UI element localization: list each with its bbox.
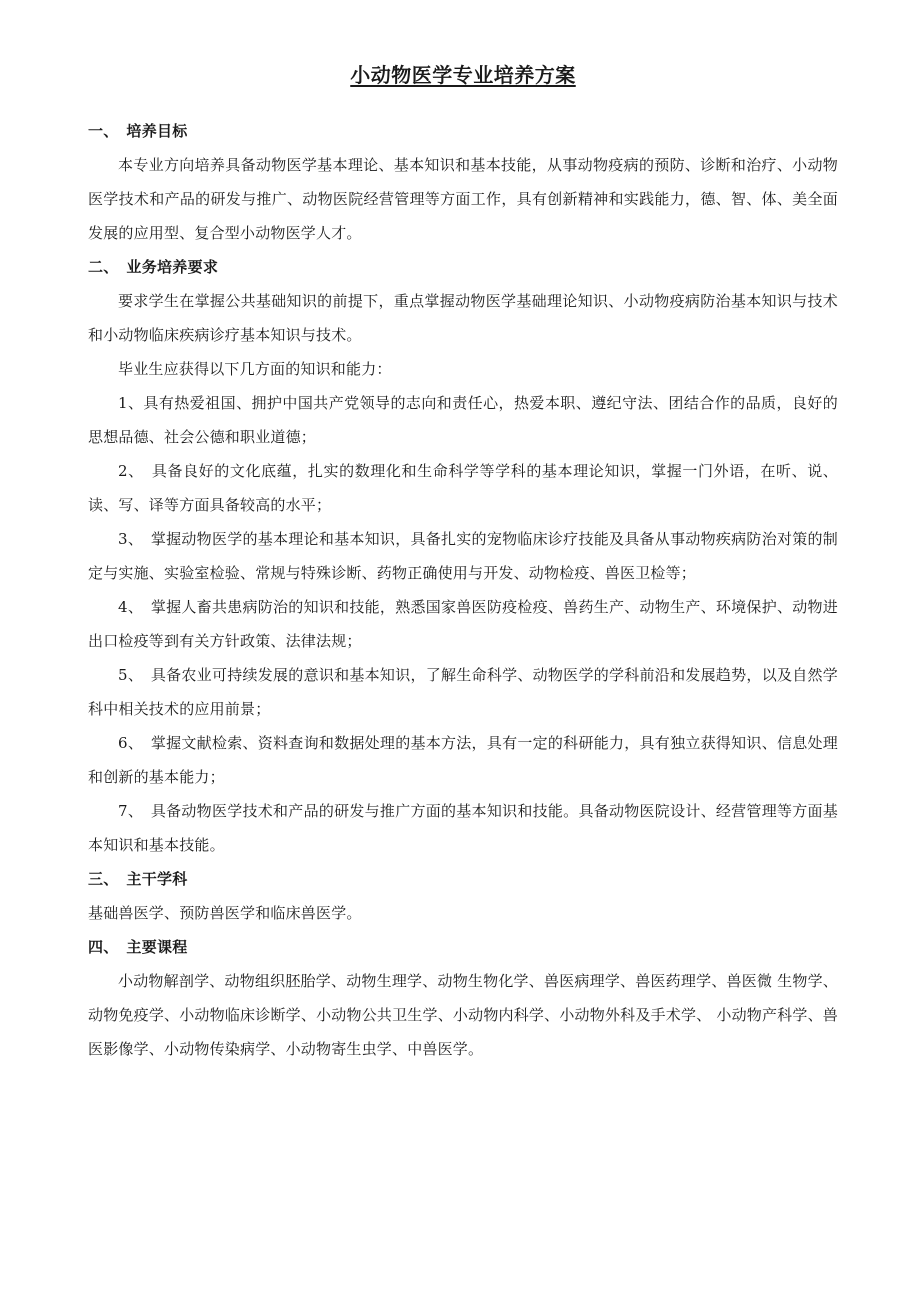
list-item-3: 3、 掌握动物医学的基本理论和基本知识，具备扎实的宠物临床诊疗技能及具备从事动物疾病防治对策的制定与实施、实验室检验、常规与特殊诊断、药物正确使用与开发、动物检疫、兽医卫检等； [88,530,838,582]
section-培养目标 [88,114,838,250]
section-heading-2: 二、 业务培养要求 [88,258,219,276]
section-heading-3: 三、 主干学科 [88,870,188,888]
section-业务培养要求 [88,250,838,862]
list-item-7: 7、 具备动物医学技术和产品的研发与推广方面的基本知识和技能。具备动物医院设计、经营管理等方面基本知识和基本技能。 [88,802,838,854]
list-item-2: 2、 具备良好的文化底蕴，扎实的数理化和生命科学等学科的基本理论知识，掌握一门外语，在听、说、读、写、译等方面具备较高的水平； [88,462,838,514]
section-2-paragraph-1: 要求学生在掌握公共基础知识的前提下，重点掌握动物医学基础理论知识、小动物疫病防治基本知识与技术和小动物临床疾病诊疗基本知识与技术。 [88,292,838,344]
section-主要课程 [88,930,838,1066]
section-heading-4: 四、 主要课程 [88,938,188,956]
page-title [88,62,838,88]
section-1-paragraph-1: 本专业方向培养具备动物医学基本理论、基本知识和基本技能，从事动物疫病的预防、诊断和治疗、小动物医学技术和产品的研发与推广、动物医院经营管理等方面工作，具有创新精神和实践能力，德、智、体、美全面发展的应用型、复合型小动物医学人才。 [88,156,838,242]
document-content [88,62,838,1066]
list-item-4: 4、 掌握人畜共患病防治的知识和技能，熟悉国家兽医防疫检疫、兽药生产、动物生产、环境保护、动物进出口检疫等到有关方针政策、法律法规； [88,598,838,650]
list-item-6: 6、 掌握文献检索、资料查询和数据处理的基本方法，具有一定的科研能力，具有独立获得知识、信息处理和创新的基本能力； [88,734,838,786]
section-主干学科 [88,862,838,930]
section-4-paragraph-1: 小动物解剖学、动物组织胚胎学、动物生理学、动物生物化学、兽医病理学、兽医药理学、兽医微 生物学、动物免疫学、小动物临床诊断学、小动物公共卫生学、小动物内科学、小动物外科及手术学、 小动物产科学、兽医影像学、小动物传染病学、小动物寄生虫学、中兽医学。 [88,972,838,1058]
list-item-1: 1、具有热爱祖国、拥护中国共产党领导的志向和责任心，热爱本职、遵纪守法、团结合作的品质，良好的思想品德、社会公德和职业道德； [88,394,838,446]
section-2-paragraph-2: 毕业生应获得以下几方面的知识和能力： [118,360,392,378]
list-item-5: 5、 具备农业可持续发展的意识和基本知识，了解生命科学、动物医学的学科前沿和发展趋势，以及自然学科中相关技术的应用前景； [88,666,838,718]
section-3-paragraph-1: 基础兽医学、预防兽医学和临床兽医学。 [88,904,362,922]
section-heading-1: 一、 培养目标 [88,122,188,140]
page-title-text: 小动物医学专业培养方案 [350,63,576,87]
